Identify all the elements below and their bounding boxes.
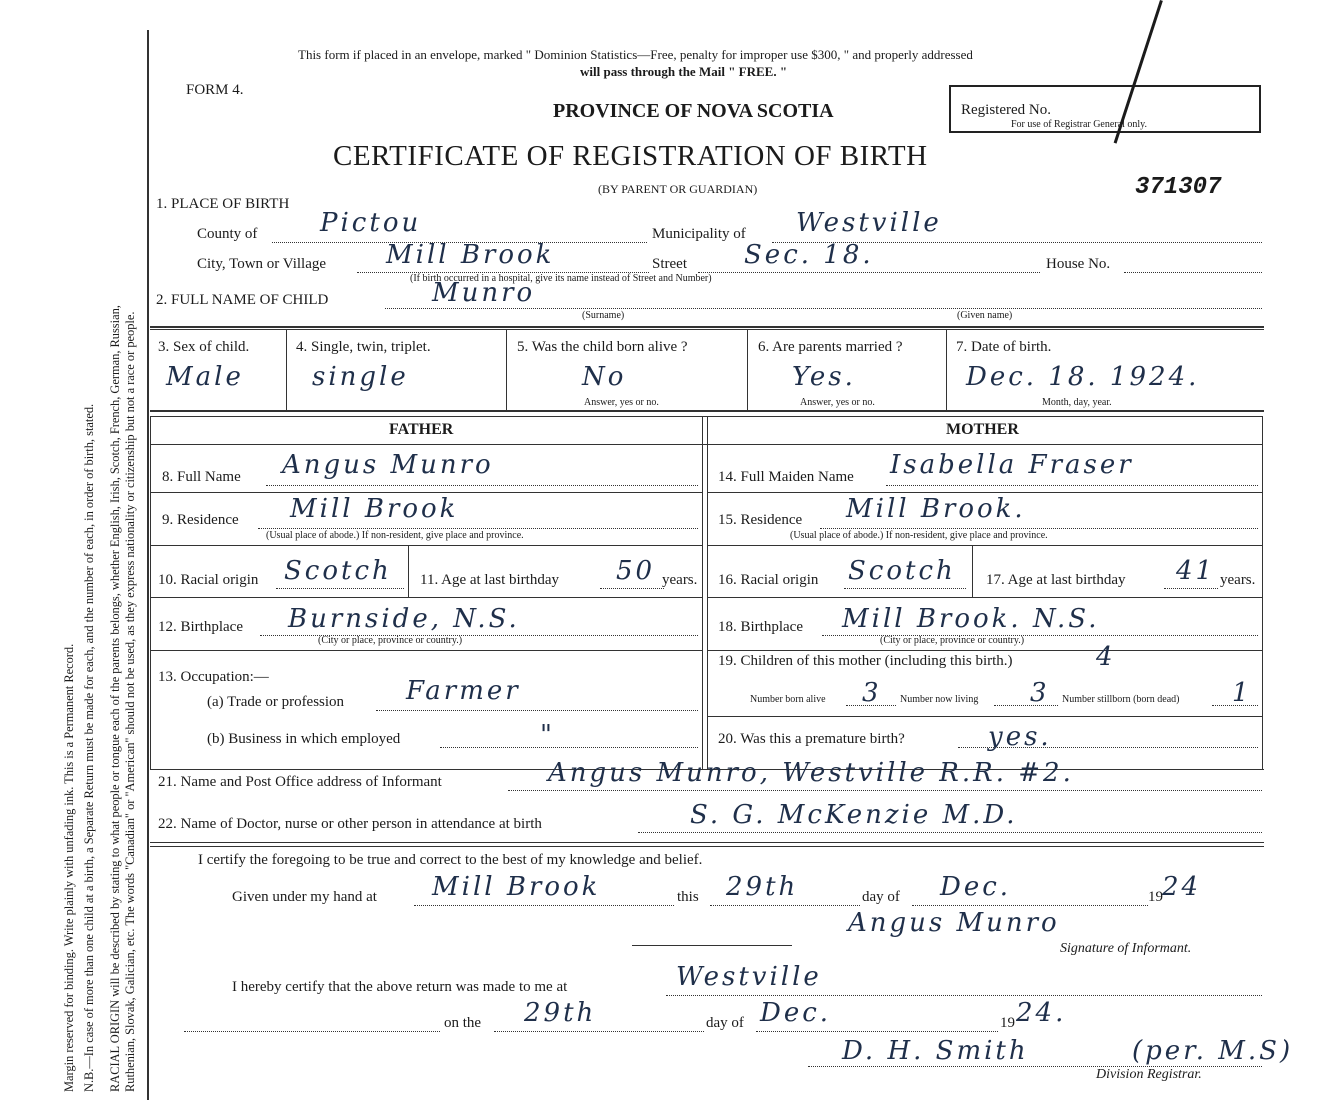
municipality-value: Westville [796,208,942,238]
stillborn-count-value: 1 [1232,678,1252,708]
postal-notice-1: This form if placed in an envelope, marked " Dominion Statistics—Free, penalty for improper use $300, " and properly addressed [298,47,973,62]
return-year-value: 24. [1016,998,1067,1028]
mother-birthplace-caption: (City or place, province or country.) [880,635,1025,646]
surname-caption: (Surname) [582,310,625,321]
county-value: Pictou [320,208,422,238]
given-month-value: Dec. [940,872,1012,902]
doctor-value: S. G. McKenzie M.D. [690,800,1018,830]
parents-married-label: 6. Are parents married ? [758,339,903,355]
certificate-subtitle: (BY PARENT OR GUARDIAN) [598,182,758,196]
born-alive-value: No [582,362,627,392]
father-residence-label: 9. Residence [162,512,239,528]
parents-married-value: Yes. [792,362,856,392]
certificate-title: CERTIFICATE OF REGISTRATION OF BIRTH [333,140,928,172]
child-name-label: 2. FULL NAME OF CHILD [156,292,329,308]
mother-racial-origin-label: 16. Racial origin [718,572,819,588]
father-age-label: 11. Age at last birthday [420,572,559,588]
margin-note-racial-origin-2: Ruthenian, Slovak, Galician, etc. The words "Canadian" or "American" should not be used, as they express nationality or citizenship but not a race or people. [123,311,137,1092]
registrar-signature: D. H. Smith [842,1036,1029,1066]
trade-label: (a) Trade or profession [207,694,345,710]
certify-statement: I certify the foregoing to be true and correct to the best of my knowledge and belief. [198,852,703,868]
street-value: Sec. 18. [744,240,874,270]
house-number-label: House No. [1046,256,1111,272]
county-label: County of [197,226,258,242]
born-alive-caption: Answer, yes or no. [584,397,659,408]
stamped-number: 371307 [1135,174,1222,201]
return-place-value: Westville [676,962,822,992]
born-alive-count-value: 3 [862,678,882,708]
father-residence-value: Mill Brook [290,494,459,524]
born-alive-count-label: Number born alive [750,694,826,705]
father-birthplace-value: Burnside, N.S. [288,604,520,634]
father-name-value: Angus Munro [282,450,494,480]
mother-heading: MOTHER [946,421,1019,438]
business-value: " [540,720,555,750]
mother-residence-caption: (Usual place of abode.) If non-resident, give place and province. [790,530,1048,541]
mother-age-value: 41 [1176,556,1216,586]
sex-value: Male [166,362,244,392]
return-day-value: 29th [524,998,597,1028]
business-label: (b) Business in which employed [207,731,401,747]
city-value: Mill Brook [386,240,555,270]
sex-label: 3. Sex of child. [158,339,250,355]
informant-label: 21. Name and Post Office address of Informant [158,774,442,790]
return-made-label: I hereby certify that the above return was made to me at [232,979,568,995]
mother-birthplace-label: 18. Birthplace [718,619,803,635]
given-under-hand-label: Given under my hand at [232,889,377,905]
children-count-label: 19. Children of this mother (including this birth.) [718,653,1013,669]
return-month-value: Dec. [760,998,832,1028]
city-label: City, Town or Village [197,256,327,272]
registered-number-label: Registered No. [961,102,1051,118]
premature-label: 20. Was this a premature birth? [718,731,905,747]
father-residence-caption: (Usual place of abode.) If non-resident, give place and province. [266,530,524,541]
margin-note-binding: Margin reserved for binding. Write plainly with unfading ink. This is a Permanent Record. [62,643,76,1092]
binding-rule [147,30,149,1100]
registrar-note: (per. M.S) [1132,1036,1294,1066]
registrar-caption: Division Registrar. [1096,1067,1202,1082]
father-birthplace-caption: (City or place, province or country.) [318,635,463,646]
father-heading: FATHER [389,421,454,438]
margin-note-racial-origin-1: RACIAL ORIGIN will be described by stating to what people or tongue each of the parents belongs, whether English, Irish, Scotch, French, German, Russian, [108,305,122,1092]
day-of-label: day of [862,889,900,905]
father-years-label: years. [662,572,698,588]
registered-number-note: For use of Registrar General only. [1011,119,1147,130]
father-name-label: 8. Full Name [162,469,241,485]
on-the-label: on the [444,1015,482,1031]
mother-age-label: 17. Age at last birthday [986,572,1126,588]
this-label: this [677,889,699,905]
father-racial-origin-label: 10. Racial origin [158,572,259,588]
given-place-value: Mill Brook [432,872,601,902]
father-age-value: 50 [616,556,656,586]
children-count-value: 4 [1096,642,1116,672]
father-birthplace-label: 12. Birthplace [158,619,243,635]
municipality-label: Municipality of [652,226,746,242]
form-number: FORM 4. [186,82,244,98]
occupation-label: 13. Occupation:— [158,669,269,685]
registered-number-box [949,85,1261,133]
father-racial-origin-value: Scotch [284,556,392,586]
stillborn-count-label: Number stillborn (born dead) [1062,694,1180,705]
informant-value: Angus Munro, Westville R.R. #2. [548,758,1074,788]
date-of-birth-caption: Month, day, year. [1042,397,1112,408]
date-of-birth-label: 7. Date of birth. [956,339,1052,355]
hospital-note: (If birth occurred in a hospital, give its name instead of Street and Number) [410,273,712,284]
street-label: Street [652,256,687,272]
postal-notice-2: will pass through the Mail " FREE. " [580,64,788,79]
year-prefix: 19 [1148,889,1163,905]
mother-years-label: years. [1220,572,1256,588]
signature-caption: Signature of Informant. [1060,941,1192,956]
parents-married-caption: Answer, yes or no. [800,397,875,408]
plurality-value: single [312,362,409,392]
mother-name-value: Isabella Fraser [890,450,1134,480]
mother-residence-label: 15. Residence [718,512,803,528]
date-of-birth-value: Dec. 18. 1924. [966,362,1200,392]
born-alive-label: 5. Was the child born alive ? [517,339,688,355]
mother-residence-value: Mill Brook. [846,494,1026,524]
margin-note-multiple-births: N.B.—In case of more than one child at a birth, a Separate Return must be made for each, and the number of each, in order of birth, stated. [82,403,96,1092]
return-year-prefix: 19 [1000,1015,1015,1031]
mother-name-label: 14. Full Maiden Name [718,469,854,485]
living-count-label: Number now living [900,694,979,705]
premature-value: yes. [988,722,1052,752]
living-count-value: 3 [1030,678,1050,708]
given-name-caption: (Given name) [957,310,1013,321]
informant-signature: Angus Munro [848,908,1060,938]
child-surname-value: Munro [432,278,536,308]
given-day-value: 29th [726,872,799,902]
province-heading: PROVINCE OF NOVA SCOTIA [553,100,834,122]
plurality-label: 4. Single, twin, triplet. [296,339,431,355]
mother-birthplace-value: Mill Brook. N.S. [842,604,1100,634]
return-day-of-label: day of [706,1015,744,1031]
mother-racial-origin-value: Scotch [848,556,956,586]
place-of-birth-label: 1. PLACE OF BIRTH [156,196,290,212]
trade-value: Farmer [406,676,521,706]
doctor-label: 22. Name of Doctor, nurse or other person in attendance at birth [158,816,542,832]
given-year-value: 24 [1162,872,1202,902]
